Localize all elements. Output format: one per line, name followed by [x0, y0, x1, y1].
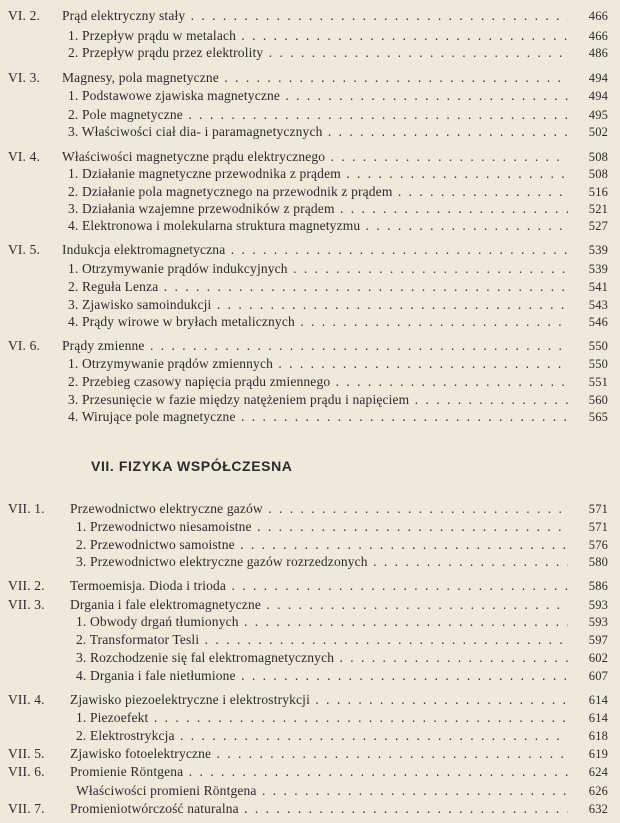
toc-chapter-entry [0, 800, 620, 818]
toc-entry-title: 3. Działania wzajemne przewodników z prądem . . . [68, 200, 568, 218]
toc-entry-title: Zjawisko fotoelektryczne . . . [70, 745, 568, 763]
toc-entry-number: VI. 2. [8, 8, 41, 23]
toc-page-number: 614 [588, 693, 608, 707]
toc-page-number: 521 [588, 202, 608, 216]
toc-subentry [0, 727, 620, 745]
toc-page-number: 618 [588, 729, 608, 743]
toc-entry-title: Przewodnictwo elektryczne gazów . . . [70, 500, 568, 518]
toc-entry-title: 3. Właściwości ciał dia- i paramagnetycznych . . . [68, 123, 568, 141]
toc-entry-title: Magnesy, pola magnetyczne . . . [62, 69, 568, 87]
toc-page-number: 593 [588, 598, 608, 612]
toc-entry-title: Prądy zmienne . . . [62, 337, 568, 355]
toc-page-number: 550 [588, 339, 608, 353]
toc-entry-title: 2. Elektrostrykcja . . . [76, 727, 568, 745]
toc-page-number: 619 [588, 747, 608, 761]
toc-page-number: 614 [588, 711, 608, 725]
toc-chapter-entry [0, 596, 620, 614]
toc-entry-title: 2. Pole magnetyczne . . . [68, 106, 568, 124]
toc-page-number: 602 [588, 651, 608, 665]
toc-entry-title: Zjawisko piezoelektryczne i elektrostrykcji . . . [70, 691, 568, 709]
toc-entry-number: VI. 6. [8, 338, 41, 353]
toc-page-number: 494 [588, 89, 608, 103]
toc-entry-title: 2. Przewodnictwo samoistne . . . [76, 536, 568, 554]
toc-entry-title: 3. Przewodnictwo elektryczne gazów rozrzedzonych . . . [76, 553, 568, 571]
toc-page-number: 551 [588, 375, 608, 389]
toc-entry-title: Prąd elektryczny stały . . . [62, 7, 568, 25]
toc-subentry [0, 782, 620, 800]
toc-chapter-entry [0, 7, 620, 25]
toc-subentry [0, 165, 620, 183]
toc-subentry [0, 260, 620, 278]
toc-entry-title: Indukcja elektromagnetyczna . . . [62, 241, 568, 259]
toc-page-number: 576 [588, 538, 608, 552]
toc-entry-title: Promieniotwórczość naturalna . . . [70, 800, 568, 818]
toc-page-number: 546 [588, 315, 608, 329]
toc-entry-title: 4. Elektronowa i molekularna struktura magnetyzmu . . . [68, 217, 568, 235]
toc-page-number: 550 [588, 357, 608, 371]
toc-subentry [0, 649, 620, 667]
toc-entry-title: 1. Przepływ prądu w metalach . . . [68, 27, 568, 45]
toc-entry-number: VII. 4. [8, 692, 45, 707]
toc-page-number: 543 [588, 298, 608, 312]
toc-page-number: 495 [588, 108, 608, 122]
toc-entry-number: VII. 1. [8, 501, 45, 516]
toc-entry-title: 2. Przepływ prądu przez elektrolity . . . [68, 44, 568, 62]
toc-page-number: 624 [588, 765, 608, 779]
toc-chapter-entry [0, 337, 620, 355]
toc-entry-title: 4. Drgania i fale nietłumione . . . [76, 667, 568, 685]
toc-page-number: 586 [588, 579, 608, 593]
toc-subentry [0, 518, 620, 536]
toc-entry-title: 2. Transformator Tesli . . . [76, 631, 568, 649]
toc-entry-number: VII. 3. [8, 597, 45, 612]
toc-subentry [0, 106, 620, 124]
toc-subentry [0, 183, 620, 201]
toc-subentry [0, 44, 620, 62]
toc-page-number: 607 [588, 669, 608, 683]
toc-page-number: 541 [588, 280, 608, 294]
toc-page-number: 508 [588, 150, 608, 164]
toc-page-number: 466 [588, 29, 608, 43]
toc-page-number: 626 [588, 784, 608, 798]
toc-entry-title: Termoemisja. Dioda i trioda . . . [70, 577, 568, 595]
toc-chapter-entry [0, 69, 620, 87]
toc-entry-title: 1. Działanie magnetyczne przewodnika z prądem . . . [68, 165, 568, 183]
toc-chapter-entry [0, 763, 620, 781]
toc-page-number: 580 [588, 555, 608, 569]
toc-entry-number: VII. 7. [8, 801, 45, 816]
toc-page-number: 565 [588, 410, 608, 424]
toc-entry-title: 1. Otrzymywanie prądów indukcyjnych . . . [68, 260, 568, 278]
toc-chapter-entry [0, 745, 620, 763]
toc-entry-title: 2. Reguła Lenza . . . [68, 278, 568, 296]
toc-entry-title: Drgania i fale elektromagnetyczne . . . [70, 596, 568, 614]
toc-page-number: 571 [588, 520, 608, 534]
toc-entry-number: VII. 2. [8, 578, 45, 593]
toc-page-number: 494 [588, 71, 608, 85]
toc-subentry [0, 123, 620, 141]
toc-subentry [0, 27, 620, 45]
toc-entry-title: 1. Podstawowe zjawiska magnetyczne . . . [68, 87, 568, 105]
toc-entry-number: VII. 6. [8, 764, 45, 779]
toc-entry-number: VI. 5. [8, 242, 41, 257]
toc-entry-title: 4. Prądy wirowe w bryłach metalicznych . . . [68, 313, 568, 331]
toc-chapter-entry [0, 148, 620, 166]
toc-subentry [0, 373, 620, 391]
toc-page-number: 539 [588, 262, 608, 276]
toc-page-number: 466 [588, 9, 608, 23]
toc-entry-number: VII. 5. [8, 746, 45, 761]
toc-entry-title: Właściwości magnetyczne prądu elektrycznego . . . [62, 148, 568, 166]
toc-page-number: 539 [588, 243, 608, 257]
toc-subentry [0, 667, 620, 685]
toc-chapter-entry [0, 500, 620, 518]
toc-subentry [0, 391, 620, 409]
toc-chapter-entry [0, 691, 620, 709]
toc-entry-title: 1. Piezoefekt . . . [76, 709, 568, 727]
toc-page-number: 632 [588, 802, 608, 816]
toc-page-number: 502 [588, 125, 608, 139]
toc-entry-title: 1. Otrzymywanie prądów zmiennych . . . [68, 355, 568, 373]
toc-entry-title: Właściwości promieni Röntgena . . . [76, 782, 568, 800]
toc-entry-title: 4. Wirujące pole magnetyczne . . . [68, 408, 568, 426]
toc-entry-number: VI. 3. [8, 70, 41, 85]
toc-entry-title: 1. Przewodnictwo niesamoistne . . . [76, 518, 568, 536]
toc-entry-number: VI. 4. [8, 149, 41, 164]
toc-subentry [0, 631, 620, 649]
toc-subentry [0, 278, 620, 296]
part-vii-heading: VII. FIZYKA WSPÓŁCZESNA [91, 458, 293, 474]
toc-subentry [0, 217, 620, 235]
toc-page-number: 593 [588, 615, 608, 629]
toc-subentry [0, 313, 620, 331]
toc-entry-title: 2. Działanie pola magnetycznego na przewodnik z prądem . . . [68, 183, 568, 201]
toc-page-number: 571 [588, 502, 608, 516]
toc-page-number: 560 [588, 393, 608, 407]
toc-subentry [0, 613, 620, 631]
toc-subentry [0, 355, 620, 373]
toc-subentry [0, 408, 620, 426]
toc-subentry [0, 87, 620, 105]
toc-page-number: 516 [588, 185, 608, 199]
toc-entry-title: Promienie Röntgena . . . [70, 763, 568, 781]
toc-entry-title: 1. Obwody drgań tłumionych . . . [76, 613, 568, 631]
toc-page-number: 527 [588, 219, 608, 233]
toc-subentry [0, 553, 620, 571]
toc-subentry [0, 536, 620, 554]
toc-subentry [0, 200, 620, 218]
toc-subentry [0, 709, 620, 727]
toc-entry-title: 3. Rozchodzenie się fal elektromagnetycznych . . . [76, 649, 568, 667]
toc-page-number: 508 [588, 167, 608, 181]
toc-page-number: 597 [588, 633, 608, 647]
toc-chapter-entry [0, 241, 620, 259]
toc-subentry [0, 296, 620, 314]
toc-entry-title: 3. Zjawisko samoindukcji . . . [68, 296, 568, 314]
toc-chapter-entry [0, 577, 620, 595]
toc-entry-title: 2. Przebieg czasowy napięcia prądu zmiennego . . . [68, 373, 568, 391]
toc-page-number: 486 [588, 46, 608, 60]
toc-entry-title: 3. Przesunięcie w fazie między natężeniem prądu i napięciem . . . [68, 391, 568, 409]
